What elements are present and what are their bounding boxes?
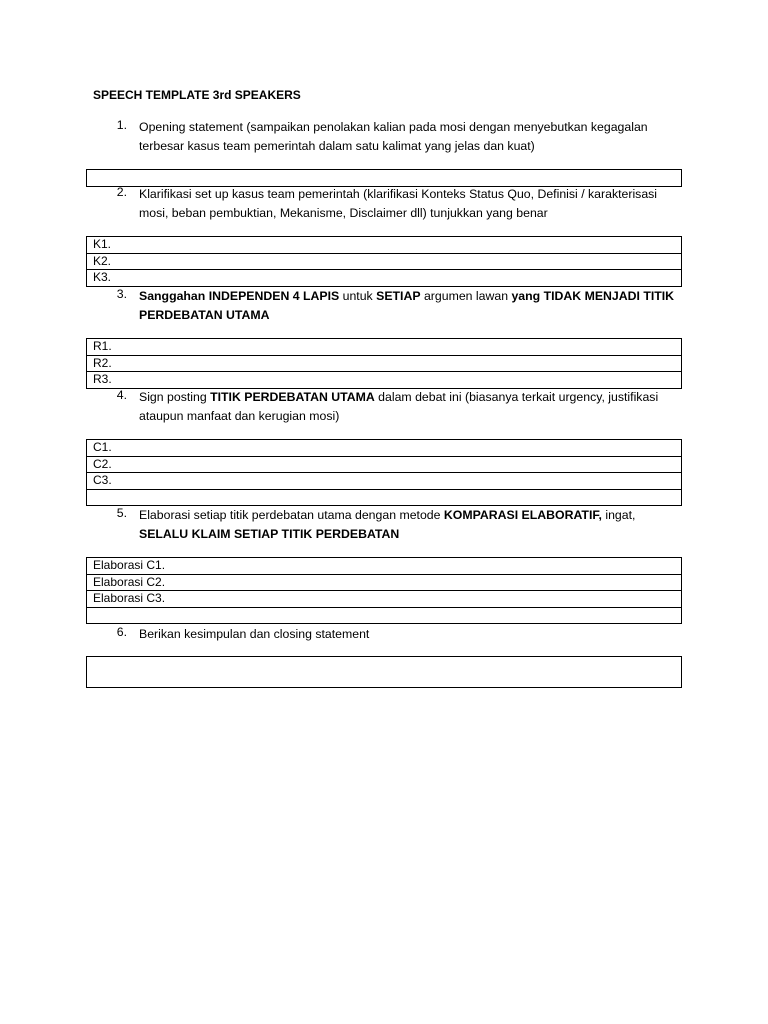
- table-cell: R3.: [87, 372, 682, 389]
- table-cell: R2.: [87, 355, 682, 372]
- table-cell: Elaborasi C2.: [87, 574, 682, 591]
- table-row: [87, 237, 682, 254]
- table-cell: K1.: [87, 237, 682, 254]
- table-row: [87, 372, 682, 389]
- answer-table-closing: [86, 656, 682, 688]
- item-number: 5.: [116, 506, 127, 520]
- table-row: [87, 355, 682, 372]
- table-row: [87, 440, 682, 457]
- table-row: [87, 558, 682, 575]
- item-text-segment: Elaborasi setiap titik perdebatan utama dengan metode: [139, 508, 444, 522]
- table-cell: C2.: [87, 456, 682, 473]
- table-row: [87, 574, 682, 591]
- answer-table-opening: [86, 169, 682, 187]
- answer-table-elaborasi: [86, 557, 682, 624]
- answer-table-sanggahan: [86, 338, 682, 389]
- item-text: [139, 625, 679, 644]
- table-row: [87, 591, 682, 608]
- answer-table-sign-posting: [86, 439, 682, 506]
- table-cell: Elaborasi C1.: [87, 558, 682, 575]
- document-title: SPEECH TEMPLATE 3rd SPEAKERS: [93, 88, 301, 102]
- table-cell: [87, 607, 682, 624]
- table-row: [87, 657, 682, 688]
- item-number: 4.: [116, 388, 127, 402]
- table-row: [87, 456, 682, 473]
- item-text-segment: dalam debat ini (biasanya terkait urgency, justifikasi ataupun manfaat dan kerugian mosi): [139, 390, 659, 423]
- item-number: 1.: [116, 118, 127, 132]
- table-row: [87, 607, 682, 624]
- table-cell: [87, 489, 682, 506]
- item-text-segment: yang TIDAK MENJADI TITIK PERDEBATAN UTAMA: [139, 289, 675, 322]
- item-text-segment: Klarifikasi set up kasus team pemerintah (klarifikasi Konteks Status Quo, Definisi / karakterisasi mosi, beban pembuktian, Mekanisme, Disclaimer dll) tunjukkan yang benar: [139, 187, 658, 220]
- item-text: [139, 506, 679, 543]
- item-text-segment: untuk: [339, 289, 377, 303]
- item-number: 3.: [116, 287, 127, 301]
- item-number: 2.: [116, 185, 127, 199]
- item-text-segment: SELALU KLAIM SETIAP TITIK PERDEBATAN: [139, 526, 400, 541]
- table-cell: R1.: [87, 339, 682, 356]
- item-text: [139, 287, 679, 324]
- item-number: 6.: [116, 625, 127, 639]
- table-cell: [87, 657, 682, 688]
- answer-table-klarifikasi: [86, 236, 682, 287]
- item-text: [139, 185, 679, 222]
- table-cell: C3.: [87, 473, 682, 490]
- table-cell: Elaborasi C3.: [87, 591, 682, 608]
- item-text-segment: argumen lawan: [420, 289, 512, 303]
- table-row: [87, 253, 682, 270]
- item-text-segment: Sign posting: [139, 390, 211, 404]
- table-cell: K3.: [87, 270, 682, 287]
- item-text: [139, 388, 679, 425]
- table-row: [87, 170, 682, 187]
- item-text-segment: Opening statement (sampaikan penolakan kalian pada mosi dengan menyebutkan kegagalan terbesar kasus team pemerintah dalam satu kalimat yang jelas dan kuat): [139, 120, 648, 153]
- table-cell: K2.: [87, 253, 682, 270]
- table-row: [87, 489, 682, 506]
- item-text-segment: KOMPARASI ELABORATIF,: [443, 508, 602, 522]
- item-text-segment: TITIK PERDEBATAN UTAMA: [210, 390, 375, 404]
- item-text: [139, 118, 679, 155]
- item-text-segment: SETIAP: [376, 289, 421, 303]
- item-text-segment: ingat,: [601, 508, 636, 522]
- table-row: [87, 473, 682, 490]
- table-cell: C1.: [87, 440, 682, 457]
- item-text-segment: Berikan kesimpulan dan closing statement: [139, 627, 370, 641]
- table-row: [87, 339, 682, 356]
- table-cell: [87, 170, 682, 187]
- table-row: [87, 270, 682, 287]
- item-text-segment: Sanggahan INDEPENDEN 4 LAPIS: [139, 289, 340, 303]
